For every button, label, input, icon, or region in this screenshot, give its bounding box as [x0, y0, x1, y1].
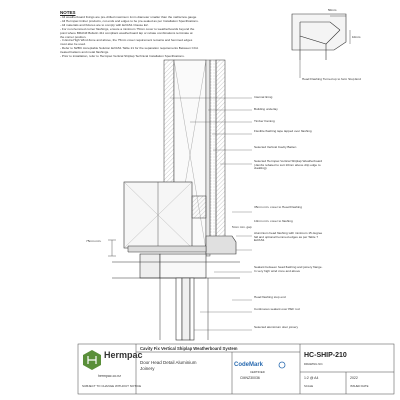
drawing-title: Door Head Detail Aluminium Joinery — [140, 360, 197, 371]
callout-label: Flexible flashing tape lapped over flashing — [254, 129, 312, 133]
system-name: Cavity Fix Vertical Shiplap Weatherboard System — [140, 346, 238, 351]
callout-label: Selected Vertical Cavity Batten — [254, 145, 297, 149]
notes-title: NOTES — [60, 10, 76, 15]
inset-dim-side: 10mm — [352, 35, 361, 39]
callout-label: Selected Hermpac Vertical Shiplap Weatherboard (Jambs rebated to suit 10mm above drip edge to cladding) — [254, 159, 323, 171]
inset-dim-top: 50mm — [328, 8, 337, 12]
hermpac-logo-icon — [83, 350, 101, 370]
drawing-number: HC-SHIP-210 — [304, 352, 347, 359]
disclaimer: SUBJECT TO CHANGE WITHOUT NOTICE — [82, 384, 142, 388]
note-line: must also be used. — [60, 42, 86, 47]
callout-label: Internal lining — [254, 95, 273, 99]
note-line: - All materials and fixtures are to comply with E2/AS1 Clause E2. — [60, 22, 149, 27]
callout-label: 10mm min. cover to flashing — [254, 219, 293, 223]
callout-label: Selected aluminium door joinery — [254, 325, 299, 329]
drawing-number-label: DRAWING NO. — [304, 362, 324, 366]
dim-gap: 5mm min. gap — [232, 225, 252, 229]
shiplap-weatherboard — [216, 60, 225, 244]
note-line: the corner position. — [60, 34, 87, 39]
issued-date: 2022 — [350, 376, 358, 380]
note-line: - Prior to installation, refer to Hermpac Vertical Shiplap Technical Installation Specifications. — [60, 54, 185, 59]
brand-website: hermpac.co.nz — [98, 374, 121, 378]
joinery-head — [140, 254, 160, 278]
note-line: treated battens and metal flashings. — [60, 50, 110, 55]
callout-label: Continuous sealant over PEF rod — [254, 307, 300, 311]
codemark-name: CodeMark — [234, 362, 264, 368]
callout-label: Sealant between head flashing and joinery flange. In very high wind zone and above — [254, 265, 323, 273]
scale-label: SCALE — [304, 384, 314, 388]
stop-end-inset — [292, 14, 350, 60]
callout-label: 35mm min. cover to Head Flashing — [254, 205, 302, 209]
building-underlay — [206, 60, 210, 256]
note-line: - All Hermpac timber products, cut ends and edges to be pre-sealed as per Installation Specifications. — [60, 18, 199, 23]
note-line: - All weatherboard fixings are pre-drilled maximum 1mm diameter smaller than the nail/screw gauge — [60, 15, 197, 19]
note-line: - In Extra High Wind Zone and above, the 75mm cover requirement remains and hemmed edges — [60, 38, 193, 43]
codemark-logo-icon — [279, 362, 285, 368]
codemark-number: CMNZ30036 — [240, 376, 260, 380]
issued-date-label: ISSUED DATE — [350, 384, 369, 388]
inset-caption: Head Flashing Turned up to form Stop End — [302, 77, 361, 81]
note-line: - Refer to NZBC Acceptable Solution E2/AS1 Table 21 for the separation requirements Between CCA — [60, 46, 199, 51]
codemark-sub: CERTIFIED — [250, 370, 265, 374]
callout-label: Timber framing — [254, 119, 275, 123]
head-flashing — [206, 236, 236, 254]
note-line: point where BRANZ Bulletin 411 compliant weatherboard lap or rebate combinations terminate at — [60, 30, 193, 35]
callout-label: Aluminium head flashing with minimum 15 degree fall and optional hemmed edges as per Table 7 E2/AS1 — [254, 231, 323, 243]
note-line: - For non-hemmed corner flashings, ensure a minimum 75mm cover to weatherboards beyond the — [60, 26, 195, 31]
door-jamb — [176, 278, 182, 340]
callout-label: Building underlay — [254, 107, 278, 111]
scale-value: 1:2 @ A4 — [304, 376, 319, 380]
brand-name: Hermpac — [104, 350, 143, 360]
dim-left: 75mm min. — [86, 239, 102, 243]
callout-label: Head flashing stop end — [254, 295, 286, 299]
